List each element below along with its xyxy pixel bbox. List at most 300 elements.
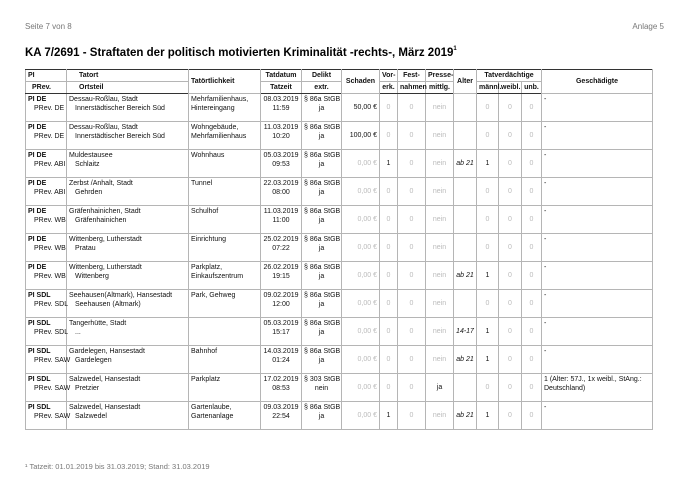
cell-presse: nein (426, 234, 454, 262)
col-prev-label: PRev. (32, 84, 51, 91)
datum-value: 08.03.2019 (263, 96, 299, 103)
delikt-value: § 86a StGB (304, 348, 341, 355)
cell-weiblich: 0 (499, 234, 522, 262)
prev-name: PRev. DE (34, 105, 65, 112)
cell-maennlich: 0 (477, 94, 499, 122)
cell-geschaedigte: - (542, 318, 653, 346)
extr-value: ja (318, 189, 325, 196)
cell-datum (261, 178, 302, 206)
cell-delikt (302, 94, 342, 122)
cell-weiblich: 0 (499, 150, 522, 178)
cell-maennlich: 1 (477, 262, 499, 290)
cell-geschaedigte: - (542, 206, 653, 234)
ortsteil-name: Schlaitz (75, 161, 100, 168)
cell-unbekannt: 0 (522, 262, 542, 290)
col-unbekannt: unb. (522, 82, 542, 94)
cell-oertlichkeit: Parkplatz (189, 374, 261, 402)
extr-value: ja (318, 357, 325, 364)
col-ortsteil: Ortsteil (67, 82, 189, 94)
datum-value: 05.03.2019 (263, 320, 299, 327)
cell-presse: nein (426, 150, 454, 178)
delikt-value: § 86a StGB (304, 264, 341, 271)
cell-alter (454, 94, 477, 122)
zeit-value: 10:20 (272, 133, 290, 140)
cell-schaden: 0,00 € (342, 346, 380, 374)
extr-value: ja (318, 301, 325, 308)
cell-festnahmen: 0 (398, 94, 426, 122)
col-festnahmen-2: nahmen (398, 82, 426, 94)
cell-geschaedigte: 1 (Alter: 57J., 1x weibl., StAng.: Deutschland) (542, 374, 653, 402)
cell-datum (261, 318, 302, 346)
tatort-name: Wittenberg, Lutherstadt (69, 264, 142, 271)
cell-oertlichkeit: Tunnel (189, 178, 261, 206)
zeit-value: 12:00 (272, 301, 290, 308)
tatort-name: Dessau-Roßlau, Stadt (69, 124, 138, 131)
delikt-value: § 303 StGB (304, 376, 341, 383)
pi-name: PI DE (28, 96, 47, 103)
cell-weiblich: 0 (499, 178, 522, 206)
cell-delikt (302, 150, 342, 178)
cell-geschaedigte: - (542, 178, 653, 206)
cell-unbekannt: 0 (522, 290, 542, 318)
zeit-value: 08:53 (272, 385, 290, 392)
cell-pi (26, 178, 67, 206)
cell-pi (26, 374, 71, 402)
cell-presse: nein (426, 94, 454, 122)
cell-pi (26, 346, 71, 374)
tatort-name: Muldestausee (69, 152, 113, 159)
col-schaden: Schaden (342, 70, 380, 94)
ortsteil-name: Seehausen (Altmark) (75, 301, 141, 308)
cell-vorerk: 0 (380, 346, 398, 374)
cell-tatort (67, 94, 189, 122)
col-tatdatum: Tatdatum (261, 70, 302, 82)
col-tatverdaechtige: Tatverdächtige (477, 70, 542, 82)
cell-alter (454, 234, 477, 262)
cell-unbekannt: 0 (522, 178, 542, 206)
delikt-value: § 86a StGB (304, 96, 341, 103)
cell-presse: nein (426, 122, 454, 150)
cell-schaden: 0,00 € (342, 150, 380, 178)
cell-alter (454, 122, 477, 150)
cell-datum (261, 262, 302, 290)
zeit-value: 07:22 (272, 245, 290, 252)
datum-value: 25.02.2019 (263, 236, 299, 243)
cell-festnahmen: 0 (398, 262, 426, 290)
cell-delikt (302, 262, 342, 290)
zeit-value: 11:59 (272, 105, 290, 112)
cell-festnahmen: 0 (398, 318, 426, 346)
cell-geschaedigte: - (542, 290, 653, 318)
cell-maennlich: 1 (477, 402, 499, 430)
datum-value: 09.03.2019 (263, 404, 299, 411)
cell-tatort (67, 234, 189, 262)
cell-alter: ab 21 (454, 150, 477, 178)
cell-tatort (67, 290, 189, 318)
cell-weiblich: 0 (499, 262, 522, 290)
cell-oertlichkeit: Parkplatz, Einkaufszentrum (189, 262, 261, 290)
datum-value: 09.02.2019 (263, 292, 299, 299)
cell-vorerk: 0 (380, 262, 398, 290)
cell-delikt (302, 122, 342, 150)
delikt-value: § 86a StGB (304, 208, 341, 215)
cell-schaden: 0,00 € (342, 290, 380, 318)
cell-delikt (302, 374, 342, 402)
annex-label: Anlage 5 (632, 22, 664, 31)
prev-name: PRev. ABI (34, 161, 66, 168)
cell-tatort (67, 346, 189, 374)
cell-maennlich: 1 (477, 346, 499, 374)
ortsteil-name: Gräfenhainichen (75, 217, 127, 224)
datum-value: 11.03.2019 (263, 124, 299, 131)
cell-delikt (302, 206, 342, 234)
cell-tatort (67, 122, 189, 150)
datum-value: 05.03.2019 (263, 152, 299, 159)
cell-datum (261, 122, 302, 150)
cell-tatort (67, 402, 189, 430)
tatort-name: Gardelegen, Hansestadt (69, 348, 145, 355)
cell-pi (26, 318, 67, 346)
table-row (26, 122, 653, 150)
cell-delikt (302, 402, 342, 430)
cell-presse: ja (426, 374, 454, 402)
extr-value: ja (318, 413, 325, 420)
cell-schaden: 0,00 € (342, 262, 380, 290)
tatort-name: Zerbst /Anhalt, Stadt (69, 180, 133, 187)
pi-name: PI SDL (28, 292, 51, 299)
cell-presse: nein (426, 318, 454, 346)
cell-oertlichkeit: Gartenlaube, Gartenanlage (189, 402, 261, 430)
ortsteil-name: Pretzier (75, 385, 100, 392)
cell-maennlich: 1 (477, 150, 499, 178)
extr-value: ja (318, 217, 325, 224)
cell-tatort (67, 262, 189, 290)
table-row (26, 290, 653, 318)
table-row (26, 150, 653, 178)
delikt-value: § 86a StGB (304, 180, 341, 187)
extr-value: ja (318, 273, 325, 280)
tatort-name: Salzwedel, Hansestadt (69, 376, 141, 383)
prev-name: PRev. ABI (34, 189, 66, 196)
cell-maennlich: 0 (477, 178, 499, 206)
cell-maennlich: 0 (477, 234, 499, 262)
cell-vorerk: 0 (380, 234, 398, 262)
delikt-value: § 86a StGB (304, 152, 341, 159)
pi-name: PI DE (28, 180, 47, 187)
delikt-value: § 86a StGB (304, 292, 341, 299)
cell-geschaedigte: - (542, 402, 653, 430)
delikt-value: § 86a StGB (304, 404, 341, 411)
col-tatort: Tatort (67, 70, 189, 82)
cell-vorerk: 0 (380, 290, 398, 318)
cell-datum (261, 234, 302, 262)
ortsteil-name: ... (75, 329, 81, 336)
cell-tatort (67, 150, 189, 178)
cell-unbekannt: 0 (522, 206, 542, 234)
cell-vorerk: 0 (380, 94, 398, 122)
cell-unbekannt: 0 (522, 150, 542, 178)
datum-value: 26.02.2019 (263, 264, 299, 271)
tatort-name: Salzwedel, Hansestadt (69, 404, 141, 411)
cell-tatort (67, 318, 189, 346)
cell-unbekannt: 0 (522, 402, 542, 430)
cell-alter (454, 206, 477, 234)
extr-value: ja (318, 105, 325, 112)
cell-datum (261, 94, 302, 122)
tatort-name: Seehausen(Altmark), Hansestadt (69, 292, 173, 299)
cell-oertlichkeit: Wohnhaus (189, 150, 261, 178)
cell-tatort (67, 206, 189, 234)
cell-festnahmen: 0 (398, 234, 426, 262)
cell-datum (261, 402, 302, 430)
prev-name: PRev. WB (34, 217, 66, 224)
prev-name: PRev. SDL (34, 301, 69, 308)
cell-weiblich: 0 (499, 290, 522, 318)
extr-value: ja (318, 329, 325, 336)
col-oertlichkeit: Tatörtlichkeit (189, 70, 261, 94)
cell-festnahmen: 0 (398, 122, 426, 150)
cell-delikt (302, 346, 342, 374)
cell-schaden: 50,00 € (342, 94, 380, 122)
cell-alter (454, 290, 477, 318)
cell-pi (26, 262, 67, 290)
cell-alter (454, 178, 477, 206)
cell-datum (261, 206, 302, 234)
footnote: ¹ Tatzeit: 01.01.2019 bis 31.03.2019; Stand: 31.03.2019 (25, 462, 210, 471)
col-geschaedigte: Geschädigte (542, 70, 653, 94)
delikt-value: § 86a StGB (304, 124, 341, 131)
datum-value: 22.03.2019 (263, 180, 299, 187)
cell-geschaedigte: - (542, 234, 653, 262)
prev-name: PRev. SAW (34, 385, 71, 392)
cell-schaden: 100,00 € (342, 122, 380, 150)
cell-weiblich: 0 (499, 346, 522, 374)
title-text: KA 7/2691 - Straftaten der politisch motivierten Kriminalität -rechts-, März 2019 (25, 47, 454, 59)
cell-maennlich: 0 (477, 374, 499, 402)
col-maennlich: männl. (477, 82, 499, 94)
col-presse: Presse- (426, 70, 454, 82)
tatort-name: Dessau-Roßlau, Stadt (69, 96, 138, 103)
cell-unbekannt: 0 (522, 234, 542, 262)
cell-festnahmen: 0 (398, 150, 426, 178)
cell-festnahmen: 0 (398, 402, 426, 430)
page-number: Seite 7 von 8 (25, 22, 72, 31)
cell-alter: ab 21 (454, 402, 477, 430)
tatort-name: Tangerhütte, Stadt (69, 320, 127, 327)
pi-name: PI SDL (28, 404, 51, 411)
cell-oertlichkeit (189, 318, 261, 346)
table-row (26, 234, 653, 262)
cell-presse: nein (426, 262, 454, 290)
cell-datum (261, 346, 302, 374)
cell-vorerk: 0 (380, 178, 398, 206)
delikt-value: § 86a StGB (304, 236, 341, 243)
cell-vorerk: 1 (380, 402, 398, 430)
cell-presse: nein (426, 346, 454, 374)
cell-delikt (302, 178, 342, 206)
ortsteil-name: Gardelegen (75, 357, 112, 364)
prev-name: PRev. WB (34, 245, 66, 252)
cell-geschaedigte: - (542, 150, 653, 178)
ortsteil-name: Innerstädtischer Bereich Süd (75, 105, 165, 112)
table-row (26, 318, 653, 346)
crime-table (25, 69, 653, 430)
datum-value: 17.02.2019 (263, 376, 299, 383)
datum-value: 14.03.2019 (263, 348, 299, 355)
cell-delikt (302, 290, 342, 318)
tatort-name: Gräfenhainichen, Stadt (69, 208, 141, 215)
datum-value: 11.03.2019 (263, 208, 299, 215)
table-row (26, 94, 653, 122)
zeit-value: 01:24 (272, 357, 290, 364)
pi-name: PI SDL (28, 320, 51, 327)
zeit-value: 08:00 (272, 189, 290, 196)
cell-vorerk: 0 (380, 122, 398, 150)
col-vorerk: Vor- (380, 70, 398, 82)
pi-name: PI DE (28, 152, 47, 159)
pi-name: PI DE (28, 236, 47, 243)
prev-name: PRev. SDL (34, 329, 69, 336)
cell-pi (26, 234, 67, 262)
col-weiblich: weibl. (499, 82, 522, 94)
cell-alter: ab 21 (454, 346, 477, 374)
title-footnote-mark: 1 (453, 46, 457, 52)
cell-presse: nein (426, 178, 454, 206)
cell-oertlichkeit: Schulhof (189, 206, 261, 234)
cell-pi (26, 150, 67, 178)
cell-tatort (67, 178, 189, 206)
cell-schaden: 0,00 € (342, 402, 380, 430)
ortsteil-name: Wittenberg (75, 273, 109, 280)
cell-datum (261, 374, 302, 402)
cell-vorerk: 1 (380, 150, 398, 178)
cell-alter: 14-17 (454, 318, 477, 346)
zeit-value: 19:15 (272, 273, 290, 280)
ortsteil-name: Pratau (75, 245, 96, 252)
col-presse-2: mittlg. (426, 82, 454, 94)
cell-maennlich: 1 (477, 318, 499, 346)
extr-value: ja (318, 245, 325, 252)
cell-oertlichkeit: Wohngebäude, Mehrfamilienhaus (189, 122, 261, 150)
col-pi: PI (26, 70, 67, 82)
pi-name: PI DE (28, 264, 47, 271)
ortsteil-name: Gehrden (75, 189, 103, 196)
col-tatzeit: Tatzeit (261, 82, 302, 94)
cell-festnahmen: 0 (398, 178, 426, 206)
cell-weiblich: 0 (499, 402, 522, 430)
prev-name: PRev. SAW (34, 413, 71, 420)
cell-datum (261, 290, 302, 318)
cell-maennlich: 0 (477, 122, 499, 150)
cell-unbekannt: 0 (522, 318, 542, 346)
cell-geschaedigte: - (542, 94, 653, 122)
tatort-name: Wittenberg, Lutherstadt (69, 236, 142, 243)
cell-datum (261, 150, 302, 178)
pi-name: PI SDL (28, 348, 51, 355)
zeit-value: 22:54 (272, 413, 290, 420)
cell-schaden: 0,00 € (342, 234, 380, 262)
delikt-value: § 86a StGB (304, 320, 341, 327)
cell-weiblich: 0 (499, 122, 522, 150)
cell-vorerk: 0 (380, 206, 398, 234)
extr-value: ja (318, 133, 325, 140)
col-prev (26, 82, 67, 94)
cell-alter (454, 374, 477, 402)
table-header (26, 70, 653, 94)
cell-schaden: 0,00 € (342, 374, 380, 402)
pi-name: PI DE (28, 124, 47, 131)
col-vorerk-2: erk. (380, 82, 398, 94)
cell-oertlichkeit: Einrichtung (189, 234, 261, 262)
table-row (26, 178, 653, 206)
cell-pi (26, 94, 67, 122)
cell-festnahmen: 0 (398, 290, 426, 318)
cell-pi (26, 122, 67, 150)
cell-geschaedigte: - (542, 262, 653, 290)
ortsteil-name: Innerstädtischer Bereich Süd (75, 133, 165, 140)
cell-alter: ab 21 (454, 262, 477, 290)
cell-weiblich: 0 (499, 94, 522, 122)
table-row (26, 262, 653, 290)
cell-maennlich: 0 (477, 206, 499, 234)
cell-presse: nein (426, 402, 454, 430)
cell-geschaedigte: - (542, 122, 653, 150)
prev-name: PRev. DE (34, 133, 65, 140)
cell-vorerk: 0 (380, 374, 398, 402)
document-title (25, 47, 457, 59)
col-alter: Alter (454, 70, 477, 94)
cell-unbekannt: 0 (522, 122, 542, 150)
cell-pi (26, 402, 71, 430)
pi-name: PI DE (28, 208, 47, 215)
zeit-value: 15:17 (272, 329, 290, 336)
cell-delikt (302, 234, 342, 262)
table-body (26, 94, 653, 430)
cell-unbekannt: 0 (522, 94, 542, 122)
cell-unbekannt: 0 (522, 346, 542, 374)
zeit-value: 09:53 (272, 161, 290, 168)
cell-pi (26, 290, 67, 318)
col-festnahmen: Fest- (398, 70, 426, 82)
extr-value: ja (318, 161, 325, 168)
cell-weiblich: 0 (499, 206, 522, 234)
cell-festnahmen: 0 (398, 374, 426, 402)
prev-name: PRev. SAW (34, 357, 71, 364)
cell-festnahmen: 0 (398, 346, 426, 374)
cell-weiblich: 0 (499, 374, 522, 402)
cell-weiblich: 0 (499, 318, 522, 346)
col-extr: extr. (302, 82, 342, 94)
cell-schaden: 0,00 € (342, 206, 380, 234)
cell-tatort (67, 374, 189, 402)
cell-oertlichkeit: Bahnhof (189, 346, 261, 374)
zeit-value: 11:00 (272, 217, 290, 224)
cell-presse: nein (426, 206, 454, 234)
cell-schaden: 0,00 € (342, 318, 380, 346)
cell-maennlich: 0 (477, 290, 499, 318)
table-row (26, 206, 653, 234)
col-delikt: Delikt (302, 70, 342, 82)
table-row (26, 374, 653, 402)
cell-unbekannt: 0 (522, 374, 542, 402)
cell-delikt (302, 318, 342, 346)
pi-name: PI SDL (28, 376, 51, 383)
cell-festnahmen: 0 (398, 206, 426, 234)
cell-presse: nein (426, 290, 454, 318)
cell-vorerk: 0 (380, 318, 398, 346)
prev-name: PRev. WB (34, 273, 66, 280)
cell-pi (26, 206, 67, 234)
